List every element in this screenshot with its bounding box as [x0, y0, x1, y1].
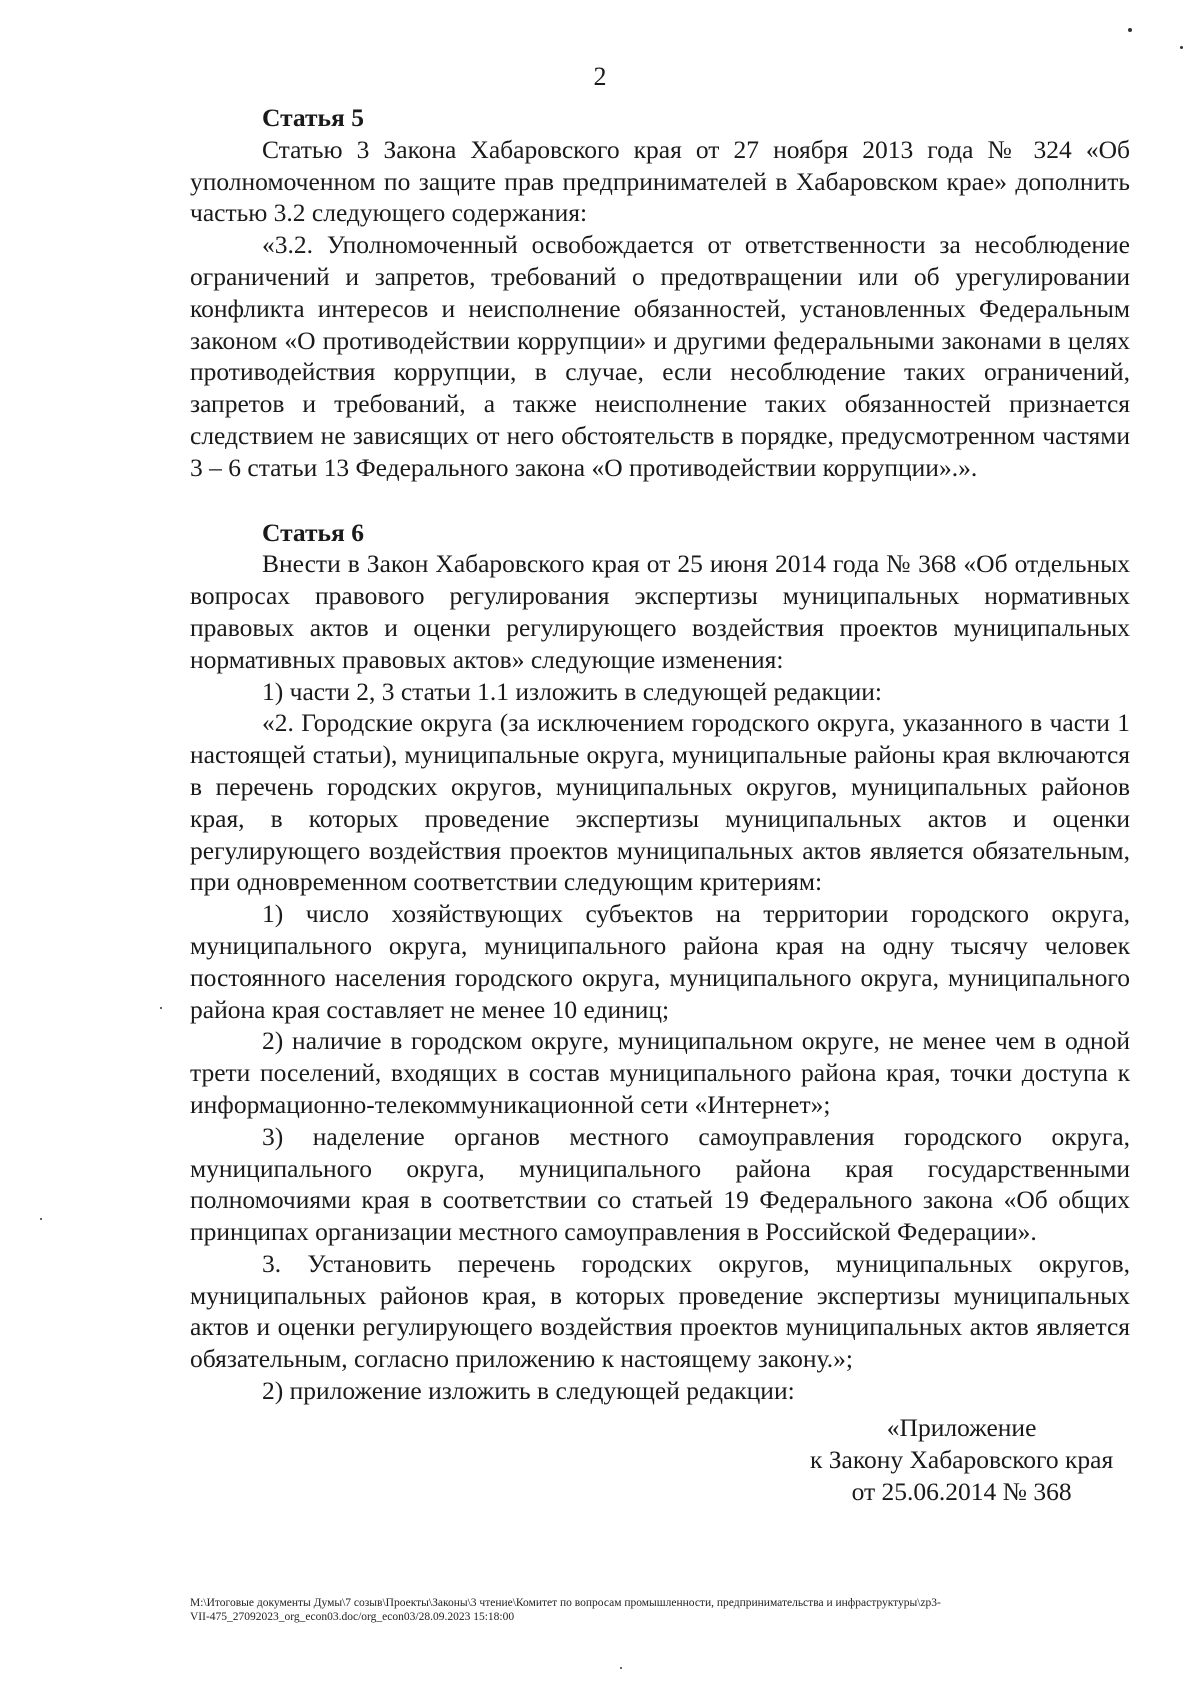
appendix-line-1: «Приложение [886, 1413, 1037, 1442]
footer-path-line-1: M:\Итоговые документы Думы\7 созыв\Проекты\Законы\3 чтение\Комитет по вопросам промышленности, предпринимательства и инфраструктуры\zp3- [190, 1597, 941, 1609]
article-5-quote: «3.2. Уполномоченный освобождается от ответственности за несоблюдение ограничений и запретов, требований о предотвращении или об урегулировании конфликта интересов и неисполнение обязанностей, установленных Федеральным законом «О противодействии коррупции» и другими федеральными законами в целях противодействия коррупции, в случае, если несоблюдение таких ограничений, запретов и требований, а также неисполнение таких обязанностей признается следствием не зависящих от него обстоятельств в порядке, предусмотренном частями 3 – 6 статьи 13 Федерального закона «О противодействии коррупции».». [190, 230, 1130, 482]
article-6-criterion-1: 1) число хозяйствующих субъектов на территории городского округа, муниципального округа, муниципального района края на одну тысячу человек постоянного населения городского округа, муниципального округа, муниципального района края составляет не менее 10 единиц; [190, 899, 1130, 1024]
article-6-criterion-3: 3) наделение органов местного самоуправления городского округа, муниципального округа, муниципального района края государственными полномочиями края в соответствии со статьей 19 Федерального закона «Об общих принципах организации местного самоуправления в Российской Федерации». [190, 1121, 1130, 1247]
article-6-intro: Внести в Закон Хабаровского края от 25 июня 2014 года № 368 «Об отдельных вопросах правового регулирования экспертизы муниципальных нормативных правовых актов и оценки регулирующего воздействия проектов муниципальных нормативных правовых актов» следующие изменения: [190, 549, 1130, 674]
appendix-line-3: от 25.06.2014 № 368 [851, 1477, 1072, 1506]
document-body [190, 102, 1130, 1407]
scan-speck [620, 1667, 622, 1669]
footer-path-line-2: VII-475_27092023_org_econ03.doc/org_econ03/28.09.2023 15:18:00 [190, 1611, 515, 1623]
appendix-header [810, 1412, 1113, 1508]
file-path-footer [190, 1596, 1140, 1624]
article-6-criterion-2: 2) наличие в городском округе, муниципальном округе, не менее чем в одной трети поселений, входящих в состав муниципального района края, точки доступа к информационно-телекоммуникационной сети «Интернет»; [190, 1026, 1130, 1119]
scan-speck [1180, 46, 1183, 49]
article-5-heading: Статья 5 [262, 103, 364, 132]
article-6-part-2: «2. Городские округа (за исключением городского округа, указанного в части 1 настоящей статьи), муниципальные округа, муниципальные районы края включаются в перечень городских округов, муниципальных округов, муниципальных районов края, в которых проведение экспертизы муниципальных актов и оценки регулирующего воздействия проектов муниципальных актов является обязательным, при одновременном соответствии следующим критериям: [190, 708, 1130, 897]
article-6-item-1: 1) части 2, 3 статьи 1.1 изложить в следующей редакции: [262, 676, 882, 706]
appendix-line-2: к Закону Хабаровского края [810, 1445, 1114, 1474]
scan-speck [160, 1007, 162, 1009]
article-6-item-2: 2) приложение изложить в следующей редакции: [262, 1376, 795, 1406]
article-6-heading: Статья 6 [262, 517, 364, 547]
page-number: 2 [593, 62, 607, 91]
article-6-part-3: 3. Установить перечень городских округов, муниципальных округов, муниципальных районов края, в которых проведение экспертизы муниципальных актов и оценки регулирующего воздействия проектов муниципальных актов является обязательным, согласно приложению к настоящему закону.»; [190, 1248, 1130, 1374]
article-5-intro: Статью 3 Закона Хабаровского края от 27 ноября 2013 года № 324 «Об уполномоченном по защите прав предпринимателей в Хабаровском крае» дополнить частью 3.2 следующего содержания: [190, 134, 1130, 228]
scan-speck [1128, 28, 1132, 32]
scan-speck [40, 1218, 42, 1220]
